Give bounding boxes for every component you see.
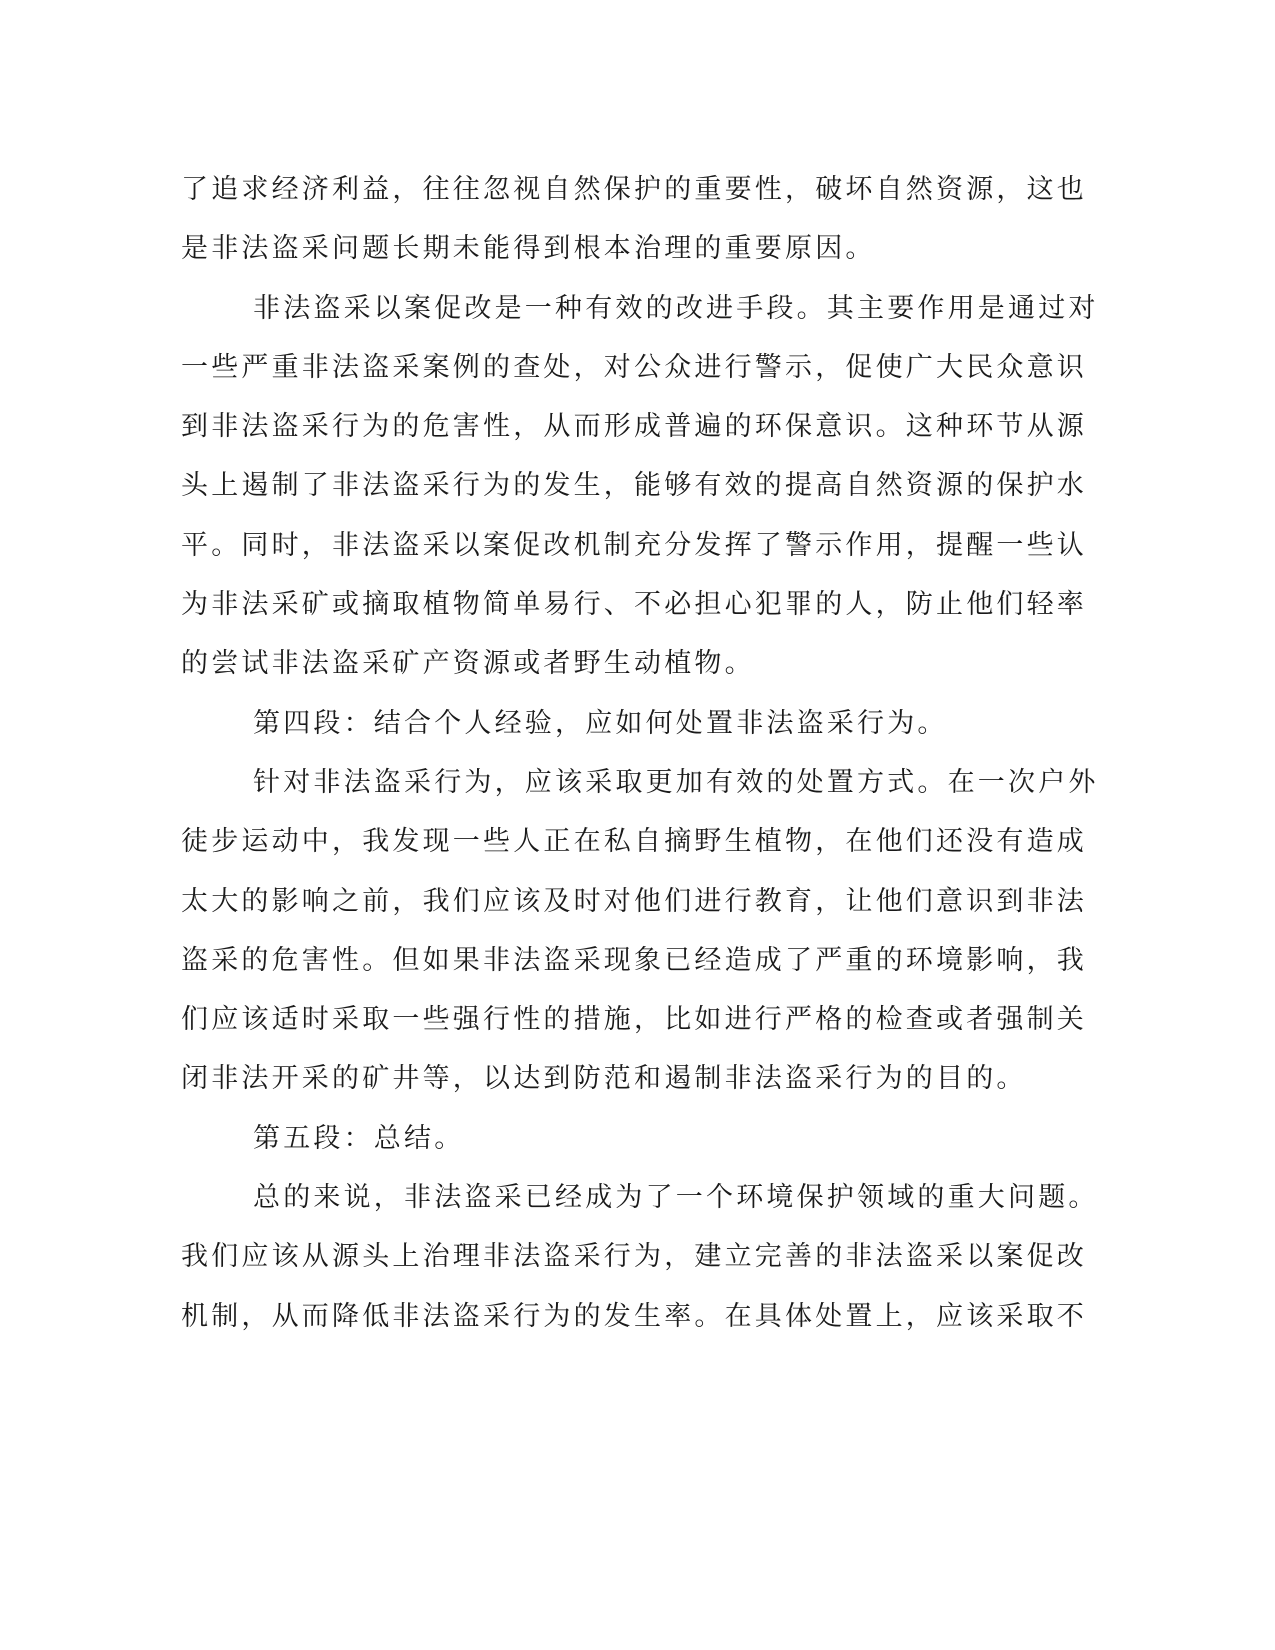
text-line: 是非法盗采问题长期未能得到根本治理的重要原因。 [181, 233, 876, 265]
text-line: 到非法盗采行为的危害性，从而形成普遍的环保意识。这种环节从源 [181, 411, 1087, 443]
text-line: 针对非法盗采行为，应该采取更加有效的处置方式。在一次户外 [253, 766, 1099, 798]
text-line: 平。同时，非法盗采以案促改机制充分发挥了警示作用，提醒一些认 [181, 529, 1087, 561]
text-line: 们应该适时采取一些强行性的措施，比如进行严格的检查或者强制关 [181, 1004, 1087, 1036]
text-line: 机制，从而降低非法盗采行为的发生率。在具体处置上，应该采取不 [181, 1300, 1087, 1332]
text-line: 非法盗采以案促改是一种有效的改进手段。其主要作用是通过对 [253, 292, 1099, 324]
text-line: 我们应该从源头上治理非法盗采行为，建立完善的非法盗采以案促改 [181, 1241, 1087, 1273]
text-line: 为非法采矿或摘取植物简单易行、不必担心犯罪的人，防止他们轻率 [181, 589, 1087, 621]
document-body [181, 160, 1099, 1346]
text-line: 一些严重非法盗采案例的查处，对公众进行警示，促使广大民众意识 [181, 351, 1087, 383]
text-line: 第四段：结合个人经验，应如何处置非法盗采行为。 [253, 707, 948, 739]
text-line: 总的来说，非法盗采已经成为了一个环境保护领域的重大问题。 [253, 1182, 1099, 1214]
text-line: 的尝试非法盗采矿产资源或者野生动植物。 [181, 648, 755, 680]
text-line: 第五段：总结。 [253, 1122, 465, 1154]
text-line: 太大的影响之前，我们应该及时对他们进行教育，让他们意识到非法 [181, 885, 1087, 917]
text-line: 头上遏制了非法盗采行为的发生，能够有效的提高自然资源的保护水 [181, 470, 1087, 502]
text-line: 徒步运动中，我发现一些人正在私自摘野生植物，在他们还没有造成 [181, 826, 1087, 858]
text-line: 了追求经济利益，往往忽视自然保护的重要性，破坏自然资源，这也 [181, 174, 1087, 205]
text-line: 盗采的危害性。但如果非法盗采现象已经造成了严重的环境影响，我 [181, 944, 1087, 976]
text-line: 闭非法开采的矿井等，以达到防范和遏制非法盗采行为的目的。 [181, 1063, 1027, 1095]
